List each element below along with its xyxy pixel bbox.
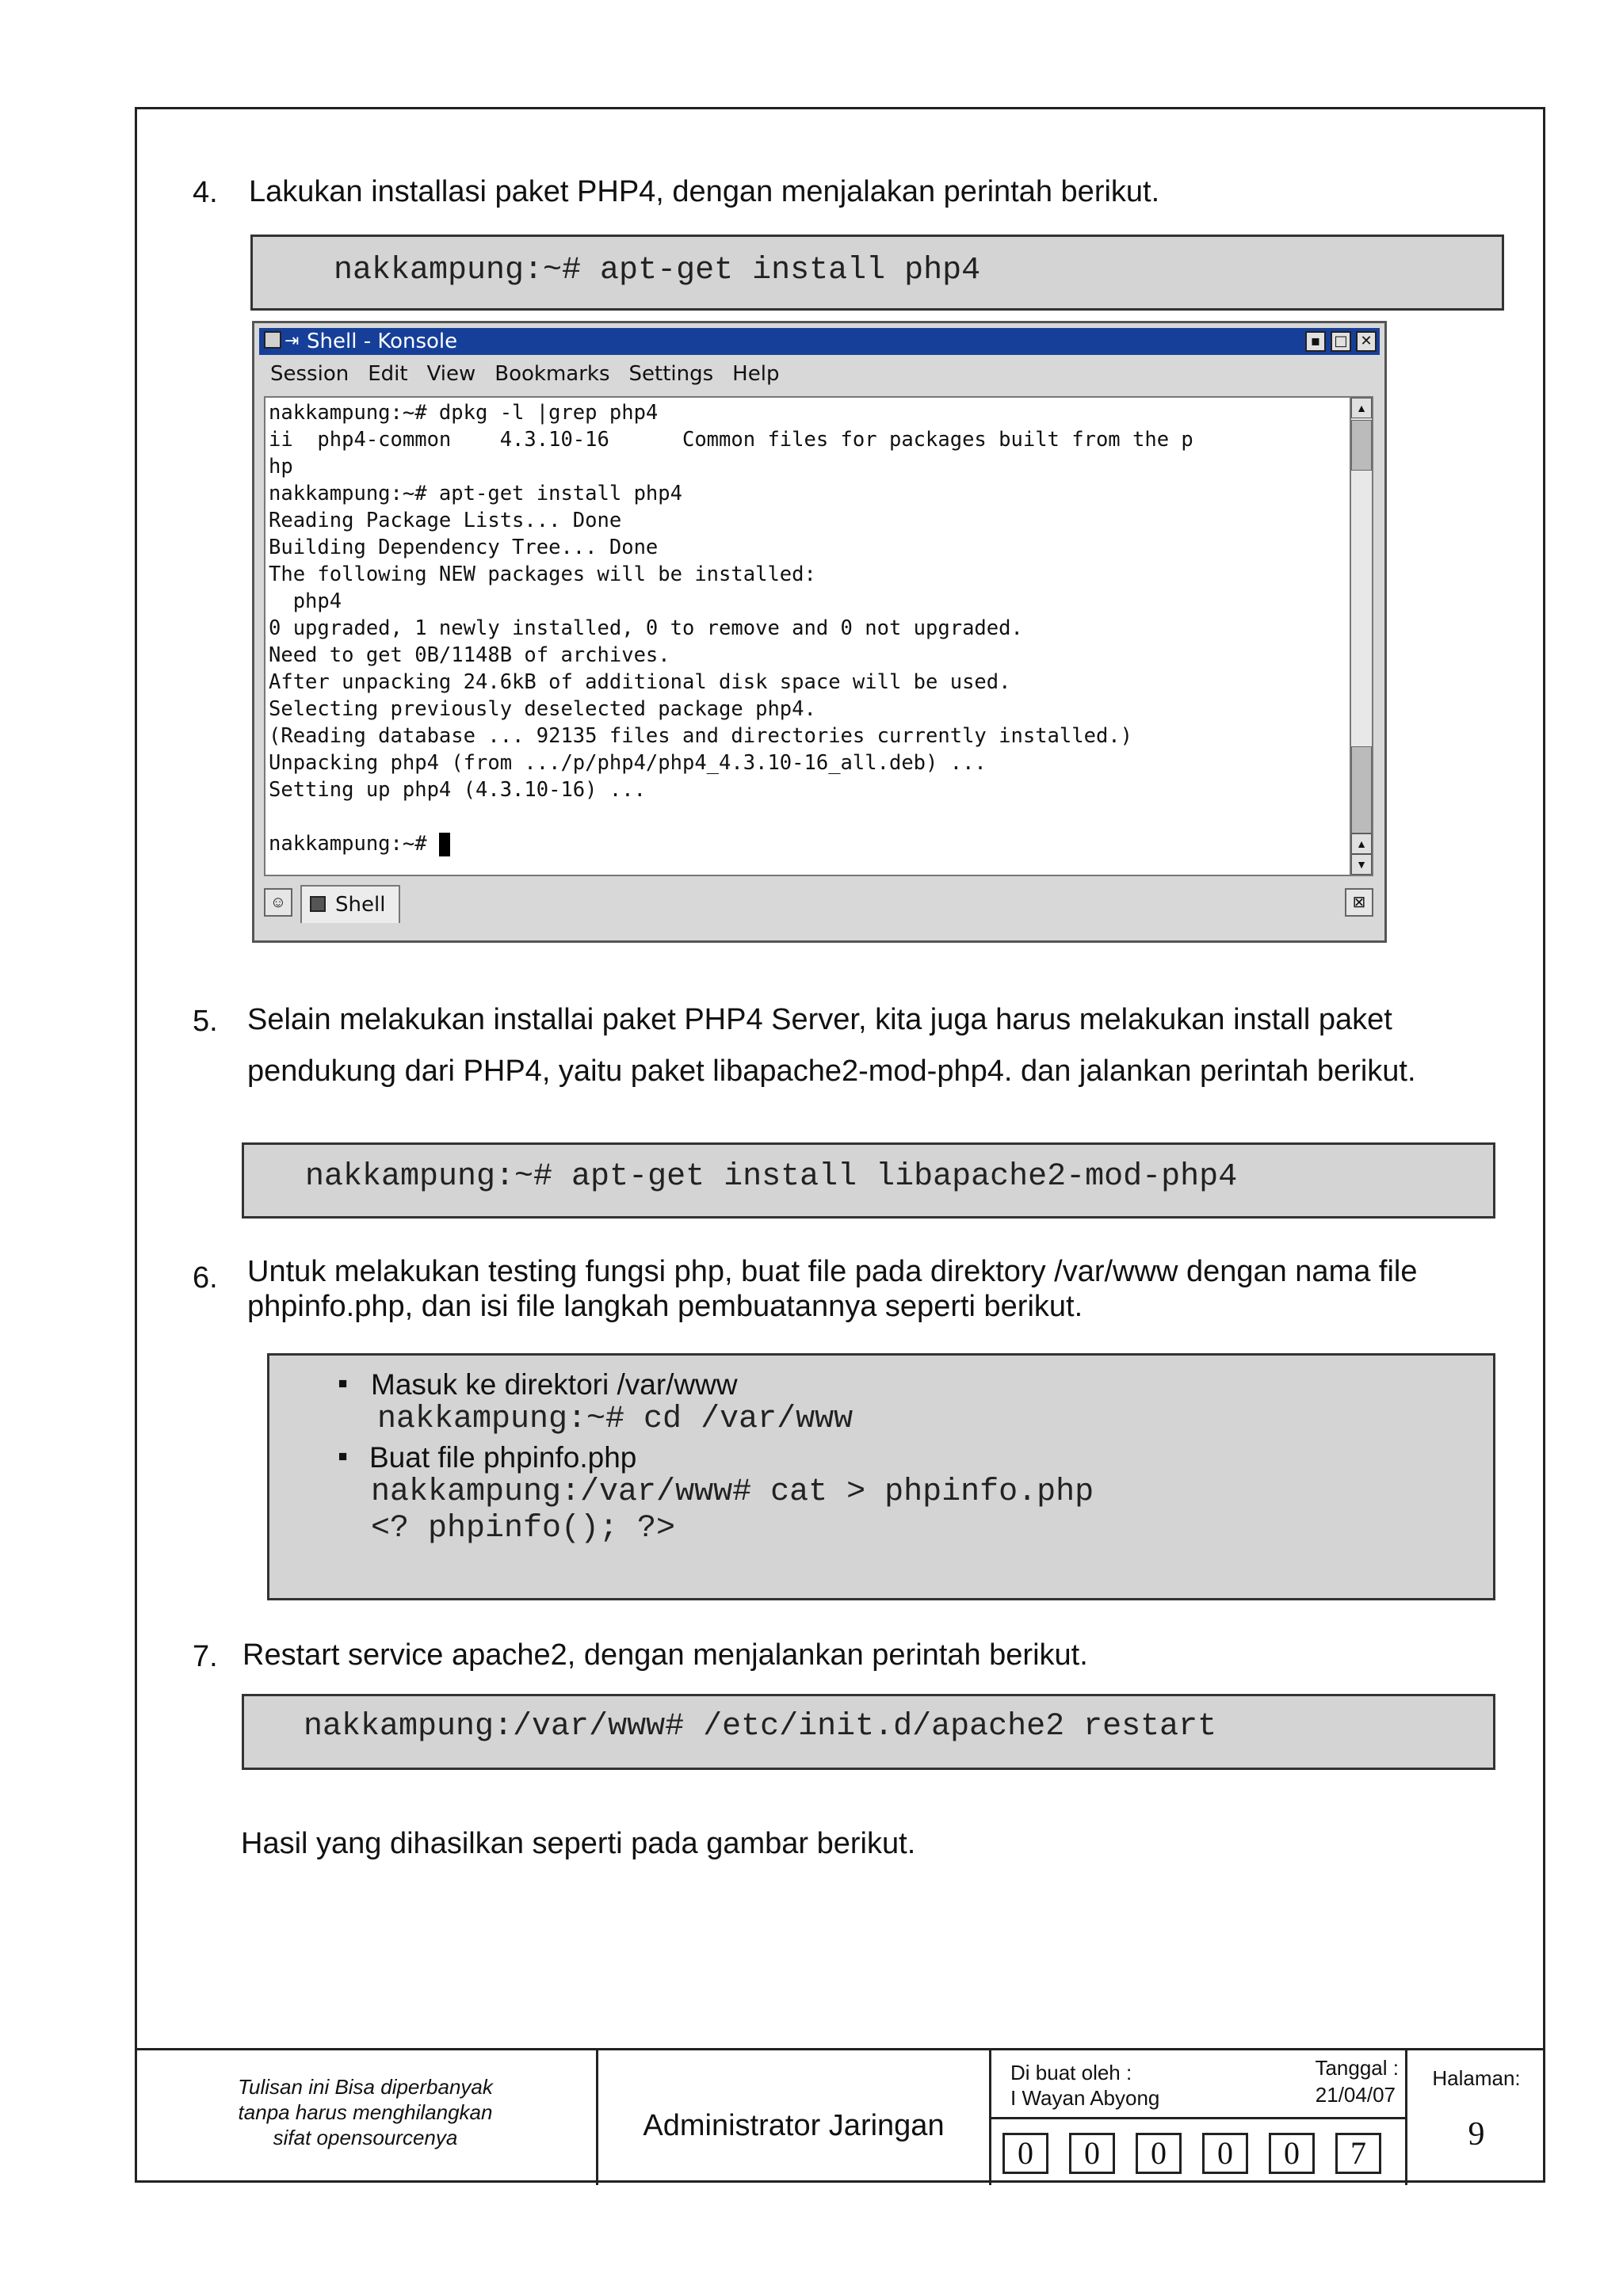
footer-note (135, 2074, 596, 2150)
new-session-icon[interactable]: ☺ (264, 888, 292, 917)
scrollbar[interactable] (1350, 396, 1373, 876)
terminal-cursor (439, 833, 450, 856)
tab-bar (259, 882, 1380, 929)
footer-meta-cell (991, 2050, 1407, 2185)
term-line: hp (269, 455, 293, 479)
term-line: Reading Package Lists... Done (269, 509, 622, 532)
footer-title-cell (598, 2050, 991, 2185)
page-number: 9 (1468, 2116, 1485, 2153)
step-6-number: 6. (193, 1261, 218, 1295)
window-title: Shell - Konsole (307, 330, 458, 353)
step-7-command-box (242, 1694, 1495, 1770)
footer-note-line: tanpa harus menghilangkan (238, 2100, 493, 2124)
step-7-number: 7. (193, 1640, 218, 1673)
scroll-up-lower-icon[interactable]: ▲ (1351, 833, 1372, 854)
bullet-1-command: nakkampung:~# cd /var/www (377, 1402, 854, 1437)
meta-divider (991, 2117, 1405, 2119)
footer (135, 2048, 1545, 2185)
bullet-1-text: Masuk ke direktori /var/www (371, 1368, 738, 1401)
term-line: Setting up php4 (4.3.10-16) ... (269, 778, 646, 802)
term-line: Selecting previously deselected package php4. (269, 697, 816, 721)
term-line: Unpacking php4 (from .../p/php4/php4_4.3.10-16_all.deb) ... (269, 751, 987, 775)
title-bar[interactable] (259, 328, 1380, 355)
term-line: Need to get 0B/1148B of archives. (269, 643, 670, 667)
step-5-line2: pendukung dari PHP4, yaitu paket libapache2-mod-php4. dan jalankan perintah berikut. (247, 1055, 1416, 1088)
term-line: php4 (269, 589, 342, 613)
terminal-output[interactable] (264, 396, 1364, 876)
pin-icon[interactable]: ⇥ (285, 331, 300, 351)
tab-shell[interactable] (300, 885, 400, 923)
date: 21/04/07 (1315, 2083, 1396, 2107)
bullet-icon: ▪ (338, 1367, 349, 1399)
menu-session[interactable]: Session (270, 362, 349, 386)
footer-title: Administrator Jaringan (643, 2109, 945, 2142)
menu-help[interactable]: Help (732, 362, 780, 386)
term-prompt: nakkampung:~# (269, 832, 439, 856)
step-5-command: nakkampung:~# apt-get install libapache2-mod-php4 (305, 1159, 1238, 1195)
menu-bookmarks[interactable]: Bookmarks (495, 362, 610, 386)
menu-view[interactable]: View (426, 362, 476, 386)
step-4-command: nakkampung:~# apt-get install php4 (334, 253, 981, 288)
window-menu-icon[interactable] (264, 331, 281, 349)
bullet-2-command: nakkampung:/var/www# cat > phpinfo.php (371, 1474, 1094, 1510)
step-7-command: nakkampung:/var/www# /etc/init.d/apache2 restart (304, 1709, 1217, 1745)
step-6-line2: phpinfo.php, dan isi file langkah pembuatannya seperti berikut. (247, 1290, 1083, 1323)
tab-shell-label: Shell (335, 893, 386, 917)
step-4-text: Lakukan installasi paket PHP4, dengan menjalakan perintah berikut. (249, 175, 1160, 208)
maximize-icon[interactable]: □ (1331, 331, 1351, 352)
term-line: nakkampung:~# dpkg -l |grep php4 (269, 401, 659, 425)
bullet-icon: ▪ (338, 1440, 349, 1472)
konsole-window (252, 321, 1387, 943)
doc-digit: 0 (1136, 2133, 1182, 2174)
menu-edit[interactable]: Edit (368, 362, 408, 386)
menu-bar (259, 358, 1380, 390)
made-by-label: Di buat oleh : (1010, 2061, 1132, 2084)
footer-note-line: Tulisan ini Bisa diperbanyak (238, 2075, 493, 2099)
step-5-line1: Selain melakukan installai paket PHP4 Server, kita juga harus melakukan install paket (247, 1003, 1392, 1036)
doc-digit: 0 (1069, 2133, 1115, 2174)
close-session-icon[interactable]: ⊠ (1345, 888, 1373, 917)
doc-digit: 0 (1002, 2133, 1048, 2174)
step-4-command-box (250, 235, 1504, 311)
step-7-text: Restart service apache2, dengan menjalankan perintah berikut. (242, 1638, 1088, 1672)
scroll-thumb[interactable] (1351, 746, 1372, 833)
menu-settings[interactable]: Settings (628, 362, 714, 386)
step-4-number: 4. (193, 176, 218, 209)
result-text: Hasil yang dihasilkan seperti pada gambar berikut. (241, 1827, 916, 1860)
minimize-icon[interactable]: ▪ (1305, 331, 1326, 352)
date-label: Tanggal : (1315, 2056, 1399, 2080)
footer-note-cell (135, 2050, 598, 2185)
scroll-thumb-top[interactable] (1351, 420, 1372, 471)
bullet-2-code: <? phpinfo(); ?> (371, 1511, 676, 1547)
term-line: The following NEW packages will be installed: (269, 563, 816, 586)
shell-tab-icon (310, 896, 326, 912)
term-line: ii php4-common 4.3.10-16 Common files for packages built from the p (269, 428, 1193, 452)
author: I Wayan Abyong (1010, 2086, 1160, 2110)
term-line: nakkampung:~# apt-get install php4 (269, 482, 682, 505)
term-line: (Reading database ... 92135 files and directories currently installed.) (269, 724, 1133, 748)
step-6-line1: Untuk melakukan testing fungsi php, buat file pada direktory /var/www dengan nama file (247, 1255, 1418, 1288)
term-line: 0 upgraded, 1 newly installed, 0 to remove and 0 not upgraded. (269, 616, 1023, 640)
doc-digit: 7 (1335, 2133, 1381, 2174)
close-icon[interactable]: ✕ (1356, 331, 1377, 352)
term-line: After unpacking 24.6kB of additional disk space will be used. (269, 670, 1011, 694)
step-5-number: 5. (193, 1005, 218, 1038)
doc-digit: 0 (1202, 2133, 1248, 2174)
bullet-2-text: Buat file phpinfo.php (369, 1441, 637, 1474)
step-6-instruction-box (267, 1353, 1495, 1600)
footer-note-line: sifat opensourcenya (273, 2126, 458, 2149)
step-5-command-box (242, 1142, 1495, 1219)
page-label: Halaman: (1432, 2066, 1521, 2090)
scroll-down-icon[interactable]: ▼ (1351, 854, 1372, 875)
footer-page-cell (1407, 2050, 1545, 2185)
doc-digit: 0 (1269, 2133, 1315, 2174)
term-line: Building Dependency Tree... Done (269, 536, 659, 559)
scroll-up-icon[interactable]: ▲ (1351, 398, 1372, 418)
